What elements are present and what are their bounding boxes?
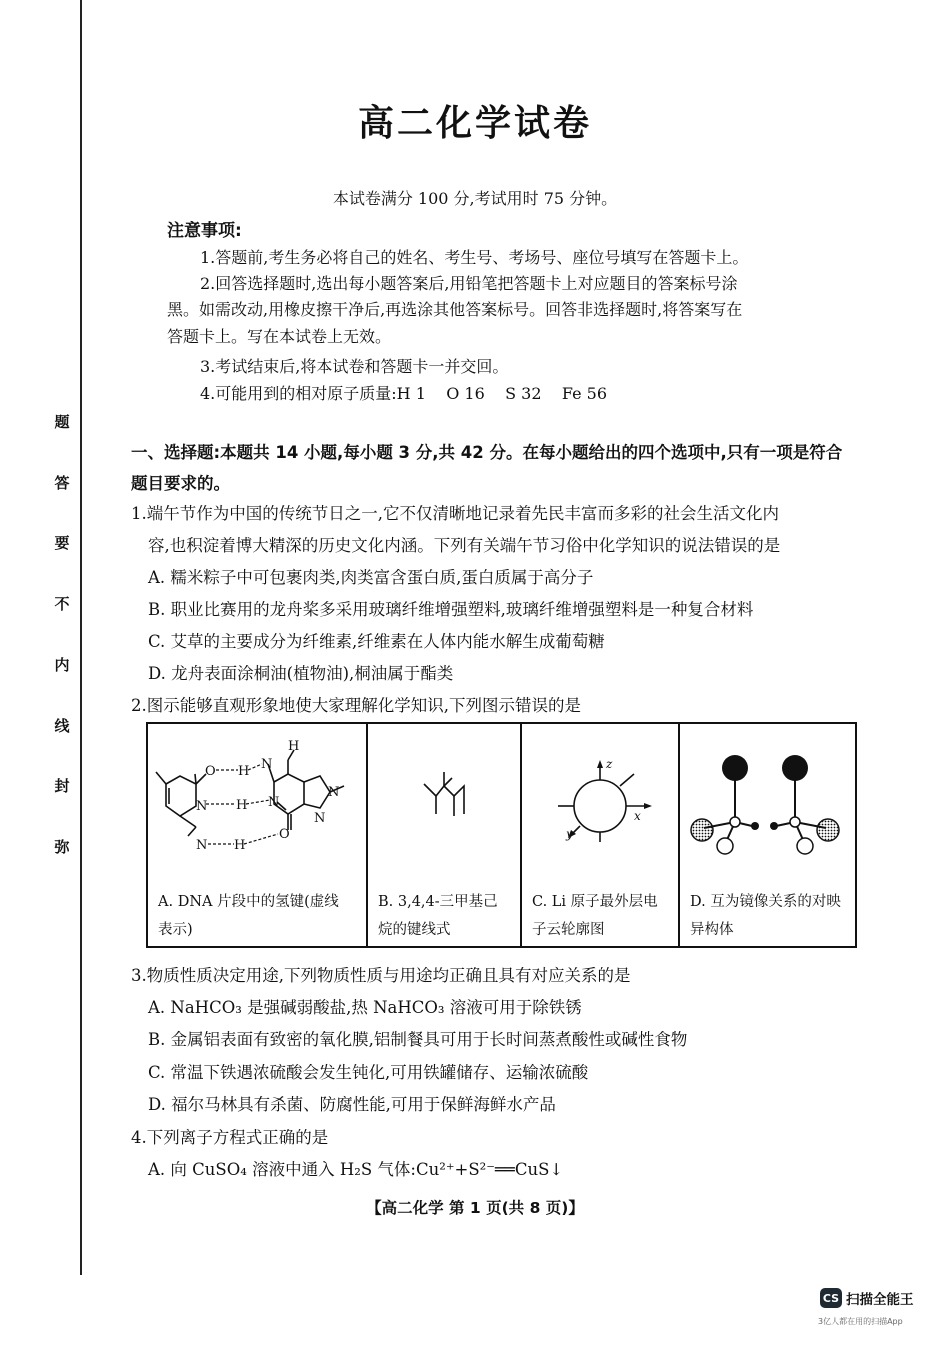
figure-d-cell [679,723,856,947]
caption-d [680,884,855,942]
dna-hydrogen-bond-figure [148,724,366,884]
atom-label: H [238,764,250,779]
figure-c-cell [521,723,679,947]
margin-char: 答 [54,473,70,492]
caption-line: 烷的键线式 [378,922,451,938]
scanner-logo-icon: CS [820,1288,842,1308]
atom-label: N [196,838,208,853]
margin-char: 要 [54,534,70,553]
electron-cloud-figure [522,724,678,884]
caption-line: 异构体 [690,922,734,938]
question-stem: 1.端午节作为中国的传统节日之一,它不仅清晰地记录着先民丰富而多彩的社会生活文化内 [131,504,779,523]
atom-label: H [234,838,246,853]
caption-line: C. Li 原子最外层电 [532,894,658,910]
atom-label: N [314,811,326,826]
question-stem: 2.图示能够直观形象地使大家理解化学知识,下列图示错误的是 [131,696,581,715]
atom-label: H [288,739,300,754]
option-b: B. 金属铝表面有致密的氧化膜,铝制餐具可用于长时间蒸煮酸性或碱性食物 [148,1030,688,1049]
note-line: 3.考试结束后,将本试卷和答题卡一并交回。 [200,357,509,376]
figure-a-cell [147,723,367,947]
question-stem: 容,也积淀着博大精深的历史文化内涵。下列有关端午节习俗中化学知识的说法错误的是 [148,536,781,555]
atom-label: H [236,798,248,813]
option-a: A. NaHCO₃ 是强碱弱酸盐,热 NaHCO₃ 溶液可用于除铁锈 [148,998,582,1017]
option-b: B. 职业比赛用的龙舟桨多采用玻璃纤维增强塑料,玻璃纤维增强塑料是一种复合材料 [148,600,754,619]
caption-a [148,884,366,942]
caption-b [368,884,520,942]
exam-info: 本试卷满分 100 分,考试用时 75 分钟。 [332,189,618,208]
figure-b-cell [367,723,521,947]
scanner-name: 扫描全能王 [846,1292,914,1308]
caption-line: D. 互为镜像关系的对映 [690,894,841,910]
margin-char: 不 [54,595,70,614]
skeletal-formula-figure [368,724,520,884]
margin-char: 内 [54,655,70,674]
caption-line: 子云轮廓图 [532,922,605,938]
scanner-slogan: 3亿人都在用的扫描App [818,1317,903,1326]
question-stem: 4.下列离子方程式正确的是 [131,1128,329,1147]
note-line: 4.可能用到的相对原子质量:H 1 O 16 S 32 Fe 56 [200,384,608,403]
atom-label: O [205,764,216,779]
option-d: D. 福尔马林具有杀菌、防腐性能,可用于保鲜海鲜水产品 [148,1095,556,1114]
scanner-watermark [820,1288,914,1308]
atom-label: N [196,799,208,814]
caption-line: 表示) [158,922,193,938]
margin-seal-text [50,415,74,855]
note-line: 2.回答选择题时,选出每小题答案后,用铅笔把答题卡上对应题目的答案标号涂 [200,274,738,293]
atom-label: N [328,785,340,800]
margin-char: 弥 [54,837,70,856]
note-line: 答题卡上。写在本试卷上无效。 [167,327,392,346]
atom-label: O [279,827,290,842]
option-d: D. 龙舟表面涂桐油(植物油),桐油属于酯类 [148,664,454,683]
atom-label: N [261,757,273,772]
margin-char: 线 [54,716,70,735]
axis-label-y: y [566,827,573,841]
option-a: A. 糯米粽子中可包裹肉类,肉类富含蛋白质,蛋白质属于高分子 [148,568,594,587]
question-stem: 3.物质性质决定用途,下列物质性质与用途均正确且具有对应关系的是 [131,966,631,985]
notes-heading: 注意事项: [167,221,242,241]
margin-char: 题 [54,413,70,431]
note-line: 黑。如需改动,用橡皮擦干净后,再选涂其他答案标号。回答非选择题时,将答案写在 [167,300,743,319]
section-heading: 一、选择题:本题共 14 小题,每小题 3 分,共 42 分。在每小题给出的四个选项中,只有一项是符合题目要求的。 [131,443,843,493]
axis-label-z: z [606,757,613,771]
figure-table [146,722,857,948]
margin-char: 封 [54,777,70,796]
caption-line: A. DNA 片段中的氢键(虚线 [158,894,339,910]
caption-c [522,884,678,942]
page-title: 高二化学试卷 [357,103,592,144]
option-a: A. 向 CuSO₄ 溶液中通入 H₂S 气体:Cu²⁺+S²⁻══CuS↓ [148,1160,564,1179]
option-c: C. 常温下铁遇浓硫酸会发生钝化,可用铁罐储存、运输浓硫酸 [148,1063,589,1082]
axis-label-x: x [634,809,641,823]
note-line: 1.答题前,考生务必将自己的姓名、考生号、考场号、座位号填写在答题卡上。 [200,248,749,267]
caption-line: B. 3,4,4-三甲基己 [378,894,498,910]
option-c: C. 艾草的主要成分为纤维素,纤维素在人体内能水解生成葡萄糖 [148,632,605,651]
enantiomer-model-figure [680,724,855,884]
page-footer: 【高二化学 第 1 页(共 8 页)】 [366,1199,584,1217]
atom-label: N [268,795,280,810]
